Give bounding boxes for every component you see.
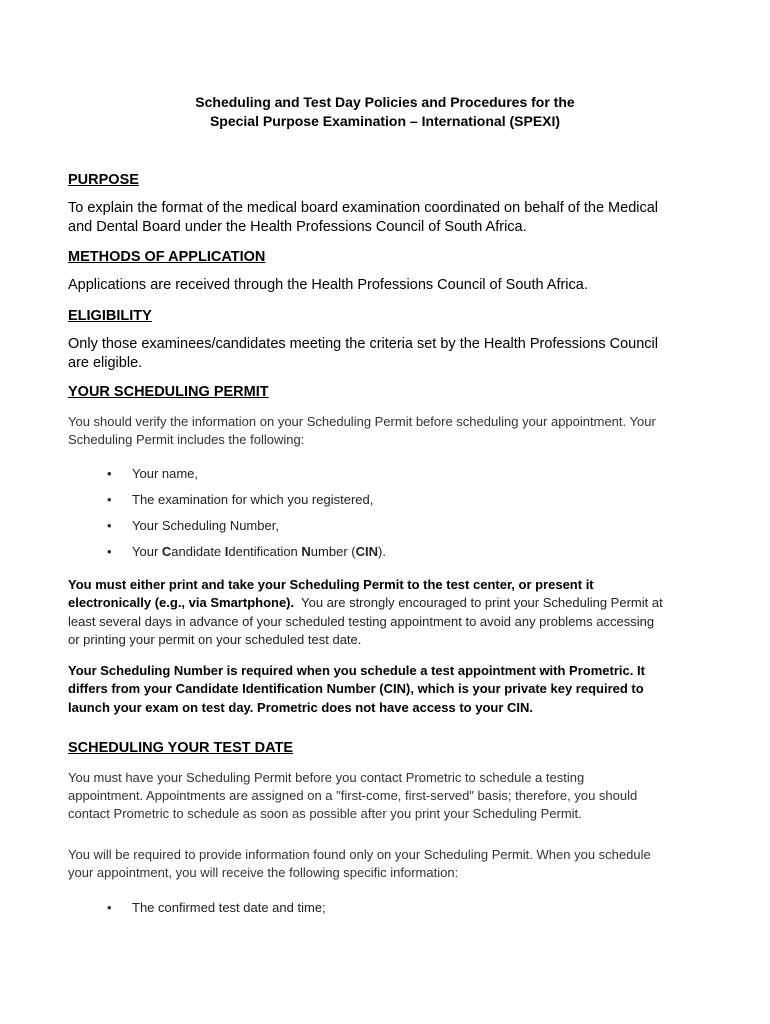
scheduling-number-text: differs from your Candidate Identification Number (CIN), which is your private key required to xyxy=(68,681,644,696)
eligibility-heading: ELIGIBILITY xyxy=(68,308,152,324)
print-permit-bold-text: You must either print and take your Scheduling Permit to the test center, or present it xyxy=(68,577,594,592)
purpose-line-2: and Dental Board under the Health Professions Council of South Africa. xyxy=(68,219,527,235)
bullet-icon: • xyxy=(107,900,112,915)
bullet-icon: • xyxy=(107,466,112,481)
methods-text: Applications are received through the Health Professions Council of South Africa. xyxy=(68,277,588,293)
list-item-text: andidate xyxy=(171,544,225,559)
print-permit-line-3: least several days in advance of your scheduled testing appointment to avoid any problems accessing xyxy=(68,614,655,629)
scheduling-number-line-1 xyxy=(68,662,718,681)
list-item-text: Your xyxy=(132,544,162,559)
scheduling-number-line-2 xyxy=(68,680,718,699)
list-item-text: ). xyxy=(377,544,386,559)
permit-intro-line-2: Scheduling Permit includes the following: xyxy=(68,432,305,447)
scheduling-p1-line-3: contact Prometric to schedule as soon as possible after you print your Scheduling Permit. xyxy=(68,806,582,821)
list-item xyxy=(107,543,386,561)
list-item xyxy=(107,465,198,483)
scheduling-p1-line-2: appointment. Appointments are assigned on a "first-come, first-served" basis; therefore, you should xyxy=(68,788,638,803)
permit-intro-line-1: You should verify the information on your Scheduling Permit before scheduling your appointment. Your xyxy=(68,414,656,429)
list-item xyxy=(107,899,326,917)
print-permit-text: You are strongly encouraged to print your Scheduling Permit at xyxy=(294,595,663,610)
eligibility-line-2: are eligible. xyxy=(68,355,143,371)
list-item-text: Your Scheduling Number, xyxy=(132,518,279,533)
scheduling-number-text: launch your exam on test day. Prometric does not have access to your CIN. xyxy=(68,700,534,715)
purpose-line-1: To explain the format of the medical board examination coordinated on behalf of the Medical xyxy=(68,200,659,216)
print-permit-line-2 xyxy=(68,594,718,613)
document-title-line-1: Scheduling and Test Day Policies and Procedures for the xyxy=(195,94,575,110)
bullet-icon: • xyxy=(107,544,112,559)
print-permit-line-4: or printing your permit on your scheduled test date. xyxy=(68,632,362,647)
scheduling-p1-line-1: You must have your Scheduling Permit before you contact Prometric to schedule a testing xyxy=(68,770,585,785)
print-permit-line-1 xyxy=(68,576,718,595)
scheduling-p2-line-2: your appointment, you will receive the following specific information: xyxy=(68,865,459,880)
bullet-icon: • xyxy=(107,492,112,507)
list-item-text: The examination for which you registered, xyxy=(132,492,374,507)
acronym-letter: C xyxy=(161,544,172,559)
acronym-letter: N xyxy=(301,544,311,559)
acronym-letter: I xyxy=(224,544,229,559)
document-title-line-2: Special Purpose Examination – International (SPEXI) xyxy=(209,113,561,129)
scheduling-permit-heading: YOUR SCHEDULING PERMIT xyxy=(68,384,269,400)
list-item xyxy=(107,491,373,509)
list-item xyxy=(107,517,279,535)
list-item-text: umber ( xyxy=(310,544,356,559)
list-item-text: dentification xyxy=(228,544,302,559)
eligibility-line-1: Only those examinees/candidates meeting the criteria set by the Health Professions Council xyxy=(68,336,658,352)
scheduling-test-date-heading: SCHEDULING YOUR TEST DATE xyxy=(68,740,294,756)
list-item-text: Your name, xyxy=(132,466,199,481)
bullet-icon: • xyxy=(107,518,112,533)
list-item-text: The confirmed test date and time; xyxy=(132,900,326,915)
scheduling-p2-line-1: You will be required to provide information found only on your Scheduling Permit. When you schedule xyxy=(68,847,651,862)
print-permit-bold-text: electronically (e.g., via Smartphone). xyxy=(68,595,295,610)
scheduling-number-line-3 xyxy=(68,699,718,718)
acronym-cin: CIN xyxy=(355,544,378,559)
purpose-heading: PURPOSE xyxy=(68,172,139,188)
methods-heading: METHODS OF APPLICATION xyxy=(68,249,266,265)
scheduling-number-text: Your Scheduling Number is required when you schedule a test appointment with Prometric. It xyxy=(68,663,645,678)
